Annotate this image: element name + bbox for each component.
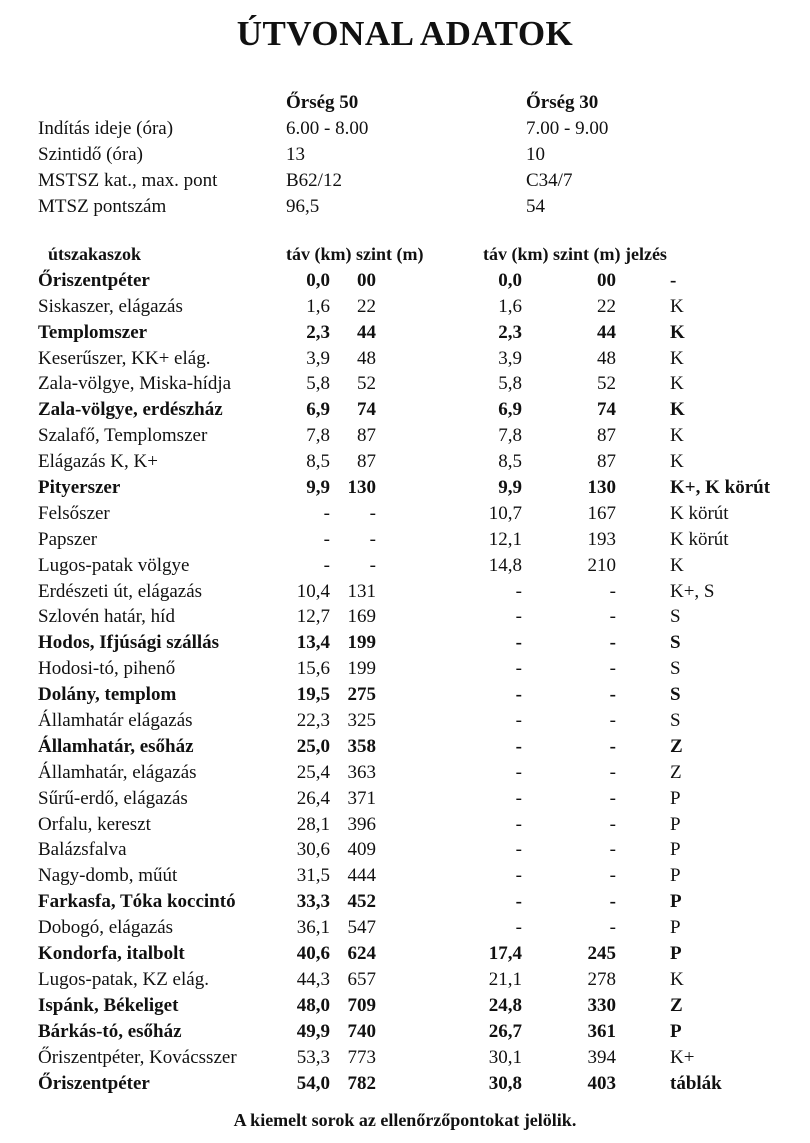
section-name: Balázsfalva [38,839,127,861]
elevation-30: 44 [597,321,616,343]
trail-marking: K [670,425,684,447]
distance-30: 21,1 [488,968,522,990]
elevation-30: 87 [597,451,616,473]
table-row [0,1045,810,1071]
distance-50: 30,6 [296,839,330,861]
distance-50: 5,8 [306,373,330,395]
distance-50: 40,6 [296,943,330,965]
distance-50: 49,9 [296,1020,330,1042]
elevation-50: 396 [347,813,376,835]
table-row [0,320,810,346]
info-row [0,168,810,194]
trail-marking: táblák [670,1072,722,1094]
elevation-50: 325 [347,710,376,732]
elevation-50: 782 [347,1072,376,1094]
route-name-orseg-30: Őrség 30 [526,92,599,113]
distance-50: 36,1 [296,917,330,939]
table-row [0,294,810,320]
distance-50: 1,6 [306,295,330,317]
info-header-row [0,90,810,116]
elevation-30: - [609,580,616,602]
trail-marking: K körút [670,502,729,524]
distance-50: 19,5 [296,684,330,706]
distance-30: - [515,684,522,706]
elevation-30: 193 [587,528,616,550]
elevation-30: - [609,658,616,680]
elevation-50: 624 [347,943,376,965]
section-name: Őriszentpéter [38,269,150,291]
info-row [0,142,810,168]
elevation-30: 403 [587,1072,616,1094]
distance-50: 3,9 [306,347,330,369]
elevation-50: 444 [347,865,376,887]
trail-marking: K [670,347,684,369]
distance-50: 6,9 [306,399,330,421]
trail-marking: - [670,269,677,291]
footnote: A kiemelt sorok az ellenőrzőpontokat jelölik. [233,1110,577,1130]
distance-30: 17,4 [488,943,522,965]
distance-30: 10,7 [488,502,522,524]
info-value-30: C34/7 [526,170,573,191]
elevation-50: 169 [347,606,376,628]
trail-marking: P [670,813,681,835]
section-name: Lugos-patak, KZ elág. [38,968,209,990]
table-row [0,371,810,397]
elevation-50: 87 [357,425,376,447]
elevation-50: - [369,554,376,576]
info-label: MSTSZ kat., max. pont [38,170,218,191]
distance-50: 26,4 [296,787,330,809]
elevation-30: - [609,710,616,732]
distance-30: 7,8 [498,425,522,447]
elevation-50: 547 [347,917,376,939]
orseg-50-columns-header: táv (km) szint (m) [286,244,424,264]
elevation-50: 00 [357,269,376,291]
table-header-row [0,242,810,268]
trail-marking: Z [670,761,682,783]
section-name: Keserűszer, KK+ elág. [38,347,211,369]
distance-50: 9,9 [306,477,330,499]
elevation-30: - [609,865,616,887]
section-name: Zala-völgye, erdészház [38,399,223,421]
table-row [0,397,810,423]
distance-50: 13,4 [296,632,330,654]
distance-50: - [323,502,330,524]
section-name: Lugos-patak völgye [38,554,190,576]
distance-50: 10,4 [296,580,330,602]
distance-50: 15,6 [296,658,330,680]
elevation-30: 361 [587,1020,616,1042]
distance-50: - [323,528,330,550]
table-row [0,527,810,553]
elevation-50: 709 [347,994,376,1016]
trail-marking: K [670,554,684,576]
table-row [0,630,810,656]
distance-50: 28,1 [296,813,330,835]
trail-marking: K [670,399,685,421]
distance-30: 8,5 [498,451,522,473]
section-name: Elágazás K, K+ [38,451,158,473]
section-name: Hodos, Ifjúsági szállás [38,632,220,654]
trail-marking: K+, S [670,580,715,602]
distance-30: 3,9 [498,347,522,369]
table-row [0,346,810,372]
table-row [0,915,810,941]
table-row [0,812,810,838]
distance-30: - [515,891,522,913]
distance-30: - [515,865,522,887]
elevation-30: 278 [587,968,616,990]
distance-30: - [515,632,522,654]
section-name: Dobogó, elágazás [38,917,174,939]
distance-50: 48,0 [296,994,330,1016]
info-label: MTSZ pontszám [38,196,167,217]
elevation-30: - [609,839,616,861]
table-row [0,734,810,760]
trail-marking: Z [670,735,683,757]
elevation-30: - [609,813,616,835]
trail-marking: P [670,891,682,913]
elevation-50: 773 [347,1046,376,1068]
elevation-50: 44 [357,321,376,343]
elevation-30: 394 [587,1046,616,1068]
trail-marking: K [670,295,684,317]
distance-30: 6,9 [498,399,522,421]
route-sections-table [0,242,810,1096]
distance-50: 54,0 [296,1072,330,1094]
section-name: Erdészeti út, elágazás [38,580,203,602]
distance-50: 22,3 [296,710,330,732]
distance-30: - [515,761,522,783]
table-row [0,449,810,475]
info-value-30: 54 [526,196,545,217]
distance-30: 5,8 [498,373,522,395]
elevation-50: 358 [347,735,376,757]
distance-30: - [515,580,522,602]
section-name: Őriszentpéter, Kovácsszer [38,1046,237,1068]
elevation-30: - [609,891,616,913]
trail-marking: K+ [670,1046,695,1068]
section-name: Pityerszer [38,477,121,499]
elevation-50: 48 [357,347,376,369]
table-row [0,786,810,812]
table-row [0,423,810,449]
elevation-50: 452 [347,891,376,913]
trail-marking: S [670,632,681,654]
trail-marking: P [670,917,681,939]
distance-30: 30,8 [488,1072,522,1094]
trail-marking: K+, K körút [670,477,771,499]
table-row [0,579,810,605]
distance-30: - [515,917,522,939]
distance-30: - [515,839,522,861]
section-name: Államhatár, elágazás [38,761,197,783]
table-row [0,967,810,993]
table-row [0,656,810,682]
elevation-50: 131 [347,580,376,602]
distance-50: 25,0 [296,735,330,757]
distance-50: 8,5 [306,451,330,473]
trail-marking: P [670,865,681,887]
section-name: Államhatár, esőház [38,735,194,757]
table-row [0,993,810,1019]
info-label: Szintidő (óra) [38,144,144,165]
route-name-orseg-50: Őrség 50 [286,92,359,113]
distance-30: 9,9 [498,477,522,499]
section-name: Felsőszer [38,502,110,524]
trail-marking: K [670,968,684,990]
distance-50: 53,3 [296,1046,330,1068]
distance-50: 31,5 [296,865,330,887]
distance-30: 2,3 [498,321,522,343]
table-row [0,760,810,786]
distance-50: 12,7 [296,606,330,628]
route-info-block [0,90,810,220]
elevation-30: 00 [597,269,616,291]
info-value-50: 96,5 [286,196,320,217]
section-name: Templomszer [38,321,148,343]
elevation-30: 330 [587,994,616,1016]
section-column-header: útszakaszok [48,244,142,264]
table-row [0,475,810,501]
table-row [0,1071,810,1097]
trail-marking: S [670,658,681,680]
trail-marking: P [670,787,681,809]
distance-50: 0,0 [306,269,330,291]
elevation-50: 363 [347,761,376,783]
elevation-50: 275 [347,684,376,706]
elevation-50: 409 [347,839,376,861]
elevation-50: 22 [357,295,376,317]
table-row [0,553,810,579]
table-row [0,268,810,294]
elevation-50: 740 [347,1020,376,1042]
elevation-30: 48 [597,347,616,369]
distance-50: 2,3 [306,321,330,343]
page-title: ÚTVONAL ADATOK [236,14,574,53]
elevation-50: 199 [347,632,376,654]
info-value-50: B62/12 [286,170,342,191]
trail-marking: P [670,839,681,861]
distance-30: - [515,658,522,680]
table-row [0,1019,810,1045]
table-row [0,604,810,630]
elevation-50: - [369,528,376,550]
trail-marking: K körút [670,528,729,550]
elevation-50: 199 [347,658,376,680]
elevation-50: 130 [347,477,376,499]
elevation-30: - [609,917,616,939]
elevation-30: 22 [597,295,616,317]
elevation-50: 74 [357,399,376,421]
elevation-30: - [609,632,616,654]
elevation-50: 657 [347,968,376,990]
table-row [0,941,810,967]
distance-30: 0,0 [498,269,522,291]
section-name: Szalafő, Templomszer [38,425,208,447]
info-value-30: 7.00 - 9.00 [526,118,609,139]
distance-30: - [515,813,522,835]
info-row [0,116,810,142]
distance-30: 24,8 [488,994,522,1016]
distance-50: 7,8 [306,425,330,447]
trail-marking: S [670,606,681,628]
trail-marking: P [670,1020,682,1042]
distance-30: 1,6 [498,295,522,317]
elevation-30: 130 [587,477,616,499]
trail-marking: S [670,684,681,706]
section-name: Államhatár elágazás [38,710,193,732]
elevation-30: 167 [587,502,616,524]
table-row [0,863,810,889]
distance-30: - [515,787,522,809]
section-name: Kondorfa, italbolt [38,943,185,965]
table-row [0,708,810,734]
section-name: Orfalu, kereszt [38,813,151,835]
distance-30: - [515,606,522,628]
section-name: Bárkás-tó, esőház [38,1020,182,1042]
distance-50: 25,4 [296,761,330,783]
elevation-50: 371 [347,787,376,809]
section-name: Hodosi-tó, pihenő [38,658,176,680]
elevation-30: - [609,787,616,809]
distance-50: - [323,554,330,576]
distance-30: - [515,710,522,732]
distance-30: 26,7 [488,1020,522,1042]
section-name: Sűrű-erdő, elágazás [38,787,188,809]
elevation-50: 52 [357,373,376,395]
elevation-30: 245 [587,943,616,965]
elevation-30: 87 [597,425,616,447]
info-label: Indítás ideje (óra) [38,118,174,139]
distance-30: 30,1 [488,1046,522,1068]
section-name: Nagy-domb, műút [38,865,178,887]
elevation-30: - [609,735,616,757]
distance-30: - [515,735,522,757]
info-value-30: 10 [526,144,545,165]
elevation-30: 210 [587,554,616,576]
section-name: Őriszentpéter [38,1072,150,1094]
section-name: Szlovén határ, híd [38,606,175,628]
table-row [0,837,810,863]
elevation-30: - [609,761,616,783]
info-value-50: 6.00 - 8.00 [286,118,369,139]
table-row [0,682,810,708]
table-row [0,889,810,915]
section-name: Zala-völgye, Miska-hídja [38,373,232,395]
elevation-30: 74 [597,399,616,421]
section-name: Papszer [38,528,98,550]
distance-30: 12,1 [488,528,522,550]
orseg-30-columns-header: táv (km) szint (m) jelzés [483,244,667,264]
section-name: Farkasfa, Tóka koccintó [38,891,236,913]
trail-marking: K [670,321,685,343]
distance-30: 14,8 [488,554,522,576]
elevation-50: - [369,502,376,524]
info-row [0,194,810,220]
section-name: Siskaszer, elágazás [38,295,183,317]
table-row [0,501,810,527]
section-name: Ispánk, Békeliget [38,994,179,1016]
elevation-30: 52 [597,373,616,395]
trail-marking: Z [670,994,683,1016]
distance-50: 44,3 [296,968,330,990]
section-name: Dolány, templom [38,684,177,706]
elevation-30: - [609,606,616,628]
distance-50: 33,3 [296,891,330,913]
info-value-50: 13 [286,144,305,165]
trail-marking: S [670,710,681,732]
elevation-50: 87 [357,451,376,473]
trail-marking: P [670,943,682,965]
trail-marking: K [670,373,684,395]
elevation-30: - [609,684,616,706]
trail-marking: K [670,451,684,473]
